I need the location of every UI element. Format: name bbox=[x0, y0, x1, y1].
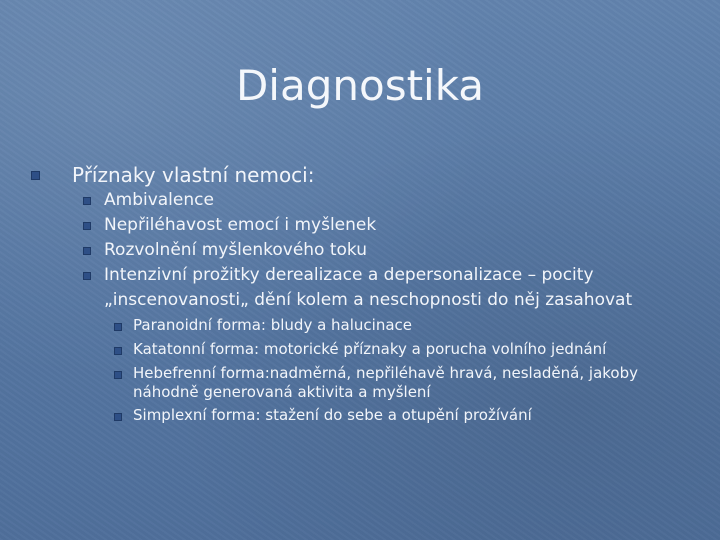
bullet-square-icon bbox=[31, 171, 40, 180]
bullet-square-icon bbox=[83, 272, 91, 280]
bullet-level3-text: Katatonní forma: motorické příznaky a porucha volního jednání bbox=[133, 340, 607, 358]
bullet-square-icon bbox=[114, 323, 122, 331]
bullet-level2-text: Intenzivní prožitky derealizace a depersonalizace – pocity bbox=[104, 265, 594, 285]
bullet-level3-text: Paranoidní forma: bludy a halucinace bbox=[133, 316, 413, 334]
bullet-square-icon bbox=[114, 413, 122, 421]
bullet-level3-text: Simplexní forma: stažení do sebe a otupění prožívání bbox=[133, 406, 532, 424]
bullet-level2-text: Ambivalence bbox=[104, 190, 214, 210]
bullet-level2-text: Rozvolnění myšlenkového toku bbox=[104, 240, 368, 260]
bullet-level1-text: Příznaky vlastní nemoci: bbox=[72, 163, 315, 187]
bullet-square-icon bbox=[83, 197, 91, 205]
bullet-level3-text-continuation: náhodně generovaná aktivita a myšlení bbox=[133, 383, 431, 401]
bullet-square-icon bbox=[83, 247, 91, 255]
bullet-square-icon bbox=[114, 347, 122, 355]
bullet-level3-text: Hebefrenní forma:nadměrná, nepřiléhavě hravá, nesladěná, jakoby bbox=[133, 364, 638, 382]
bullet-square-icon bbox=[83, 222, 91, 230]
bullet-level2-text: Nepřiléhavost emocí i myšlenek bbox=[104, 215, 377, 235]
bullet-level2-text-continuation: „inscenovanosti„ dění kolem a neschopnosti do něj zasahovat bbox=[104, 290, 633, 310]
bullet-square-icon bbox=[114, 371, 122, 379]
slide-title: Diagnostika bbox=[235, 61, 485, 110]
